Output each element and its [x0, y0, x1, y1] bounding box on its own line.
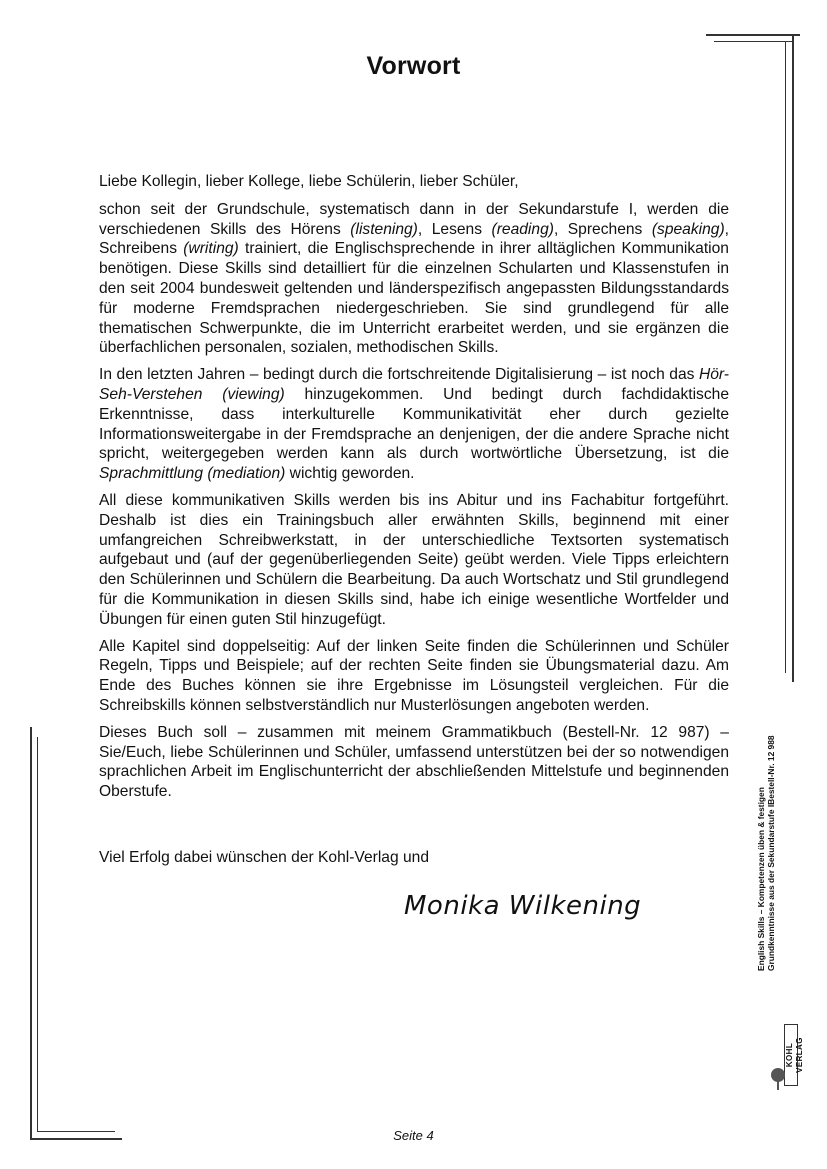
term-mediation: Sprachmittlung (mediation): [99, 465, 286, 483]
sidebar-book-info: [756, 735, 827, 971]
salutation: Liebe Kollegin, lieber Kollege, liebe Schülerin, lieber Schüler,: [99, 173, 519, 190]
frame-top-line: [706, 34, 800, 36]
frame-left-line: [30, 727, 32, 1139]
text-span: schon seit der Grundschule, systematisch dann in der Sekundarstufe I, werden die verschiedenen Skills des Hörens: [99, 200, 729, 238]
sidebar-order-number: Bestell-Nr. 12 988: [766, 735, 776, 805]
page-title: Vorwort: [366, 52, 461, 80]
frame-right-line: [792, 34, 794, 682]
tree-icon: [771, 1068, 785, 1082]
paragraph-skills: [99, 200, 729, 358]
term-writing: (writing): [183, 240, 239, 258]
term-listening: (listening): [350, 220, 418, 238]
publisher-logo: [770, 1020, 802, 1096]
text-span: , Lesens: [417, 220, 492, 238]
author-signature: Monika Wilkening: [404, 891, 642, 921]
sidebar-book-title: English Skills – Kompetenzen üben & festigen: [756, 787, 766, 971]
term-speaking: (speaking): [651, 220, 725, 238]
paragraph-digitalisation: [99, 365, 729, 484]
frame-right-line-inner: [785, 41, 786, 673]
text-span: In den letzten Jahren – bedingt durch die fortschreitende Digitalisierung – ist noch das: [99, 366, 699, 384]
paragraph-training-book: All diese kommunikativen Skills werden bis ins Abitur und ins Fachabitur fortgeführt. Deshalb ist dies ein Trainingsbuch aller erwähnten Skills, beginnend mit einer umfangreichen Schreibwerkstatt, in der unterschiedliche Textsorten systematisch aufgebaut und (auf der gegenüberliegenden Seite) geübt werden. Viele Tipps erleichtern den Schülerinnen und Schülern die Bearbeitung. Da auch Wortschatz und Stil grundlegend für die Kommunikation in diesen Skills sind, habe ich einige wesentliche Wortfelder und Übungen für einen guten Stil hinzugefügt.: [99, 491, 729, 628]
preface-body: [99, 172, 729, 809]
sidebar-book-subtitle: Grundkenntnisse aus der Sekundarstufe I: [766, 804, 776, 971]
text-span: trainiert, die Englischsprechende in ihrer alltäglichen Kommunikation benötigen. Diese Skills sind detailliert für die einzelnen Schularten und Klassenstufen in den seit 2004 bundesweit geltenden und länderspezifisch angepassten Bildungsstandards für moderne Fremdsprachen niedergeschrieben. Sie sind grundlegend für alle thematischen Schwerpunkte, die im Unterricht erarbeitet werden, und sie ergänzen die überfachlichen personalen, sozialen, methodischen Skills.: [99, 240, 729, 357]
text-span: , Sprechens: [553, 220, 652, 238]
term-viewing: Hör-Seh-Verstehen (viewing): [99, 366, 729, 403]
term-reading: (reading): [491, 220, 554, 238]
text-span: wichtig geworden.: [285, 465, 415, 483]
paragraph-grammar-book: Dieses Buch soll – zusammen mit meinem Grammatikbuch (Bestell-Nr. 12 987) – Sie/Euch, liebe Schülerinnen und Schüler, umfassend unterstützen bei der so notwendigen sprachlichen Arbeit im Englischunterricht der abschließenden Mittelstufe und beginnenden Oberstufe.: [99, 723, 729, 801]
sidebar-book-subtitle-row: [766, 735, 776, 971]
text-span: hinzugekommen. Und bedingt durch fachdidaktische Erkenntnisse, dass interkulturelle Kommunikativität eher durch gezielte Informationsweitergabe in der Fremdsprache an denjenigen, der die andere Sprache nicht spricht, weitergegeben werden kann als durch wortwörtliche Übersetzung, ist die: [99, 385, 729, 463]
publisher-logo-text: KOHL VERLAG: [784, 1024, 798, 1086]
frame-left-line-inner: [37, 737, 38, 1132]
frame-top-line-inner: [714, 41, 792, 42]
paragraph-chapters: Alle Kapitel sind doppelseitig: Auf der linken Seite finden die Schülerinnen und Schüler Regeln, Tipps und Beispiele; auf der rechten Seite finden sie Übungsmaterial dazu. Am Ende des Buches können sie ihre Ergebnisse im Lösungsteil vergleichen. Für die Schreibskills können selbstverständlich nur Musterlösungen angeboten werden.: [99, 637, 729, 714]
text-span: , Schreibens: [99, 220, 729, 258]
closing-line: Viel Erfolg dabei wünschen der Kohl-Verlag und: [99, 849, 429, 866]
page-number: Seite 4: [393, 1128, 434, 1143]
